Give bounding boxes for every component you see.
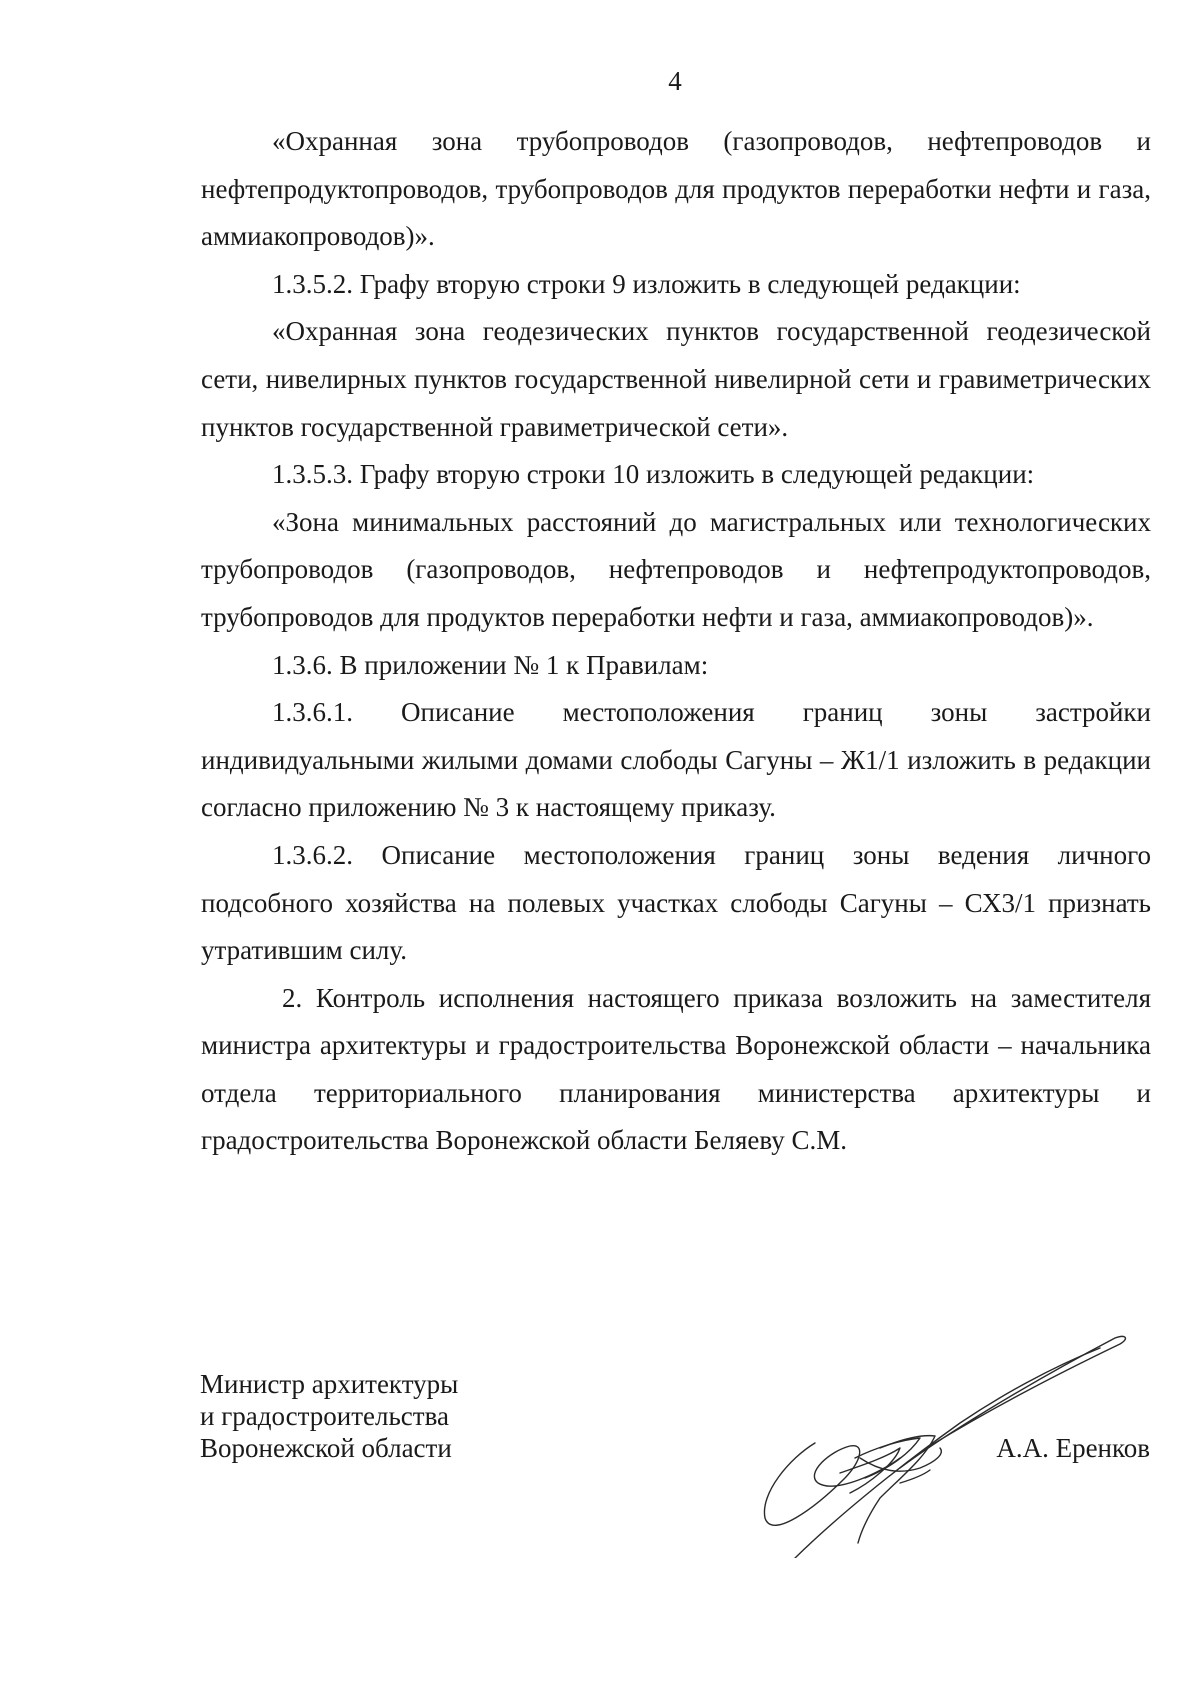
paragraph-item-2-control: 2. Контроль исполнения настоящего приказа возложить на заместителя министра архитектуры и градостроительства Воронежской области – начальника отдела территориального планирования министерства архитектуры и градостроительства Воронежской области Беляеву С.М.: [201, 982, 1151, 1156]
signature-block: [200, 1368, 1150, 1568]
signer-position-line: и градостроительства: [200, 1401, 449, 1431]
paragraph-quote-geodetic: «Охранная зона геодезических пунктов государственной геодезической сети, нивелирных пунктов государственной нивелирной сети и гравиметрических пунктов государственной гравиметрической сети».: [201, 316, 1151, 442]
paragraph-quote-min-distance: «Зона минимальных расстояний до магистральных или технологических трубопроводов (газопроводов, нефтепроводов и нефтепродуктопроводов, трубопроводов для продуктов переработки нефти и газа, аммиакопроводов)».: [201, 506, 1151, 632]
paragraph-1-3-5-2: 1.3.5.2. Графу вторую строки 9 изложить в следующей редакции:: [272, 268, 1021, 299]
signer-position: [200, 1368, 458, 1464]
document-body: [201, 118, 1151, 1165]
page-number: 4: [668, 66, 682, 96]
paragraph-1-3-6: 1.3.6. В приложении № 1 к Правилам:: [272, 649, 709, 680]
signer-position-line: Воронежской области: [200, 1433, 452, 1463]
paragraph-1-3-6-2: 1.3.6.2. Описание местоположения границ зоны ведения личного подсобного хозяйства на полевых участках слободы Сагуны – СХ3/1 признать утратившим силу.: [201, 839, 1151, 966]
signer-name: А.А. Еренков: [996, 1433, 1150, 1463]
paragraph-1-3-6-1: 1.3.6.1. Описание местоположения границ зоны застройки индивидуальными жилыми домами слободы Сагуны – Ж1/1 изложить в редакции согласно приложению № 3 к настоящему приказу.: [201, 697, 1151, 823]
paragraph-1-3-5-3: 1.3.5.3. Графу вторую строки 10 изложить в следующей редакции:: [272, 459, 1035, 490]
paragraph-quote-pipelines: «Охранная зона трубопроводов (газопроводов, нефтепроводов и нефтепродуктопроводов, трубопроводов для продуктов переработки нефти и газа, аммиакопроводов)».: [201, 126, 1151, 252]
signer-position-line: Министр архитектуры: [200, 1369, 459, 1399]
